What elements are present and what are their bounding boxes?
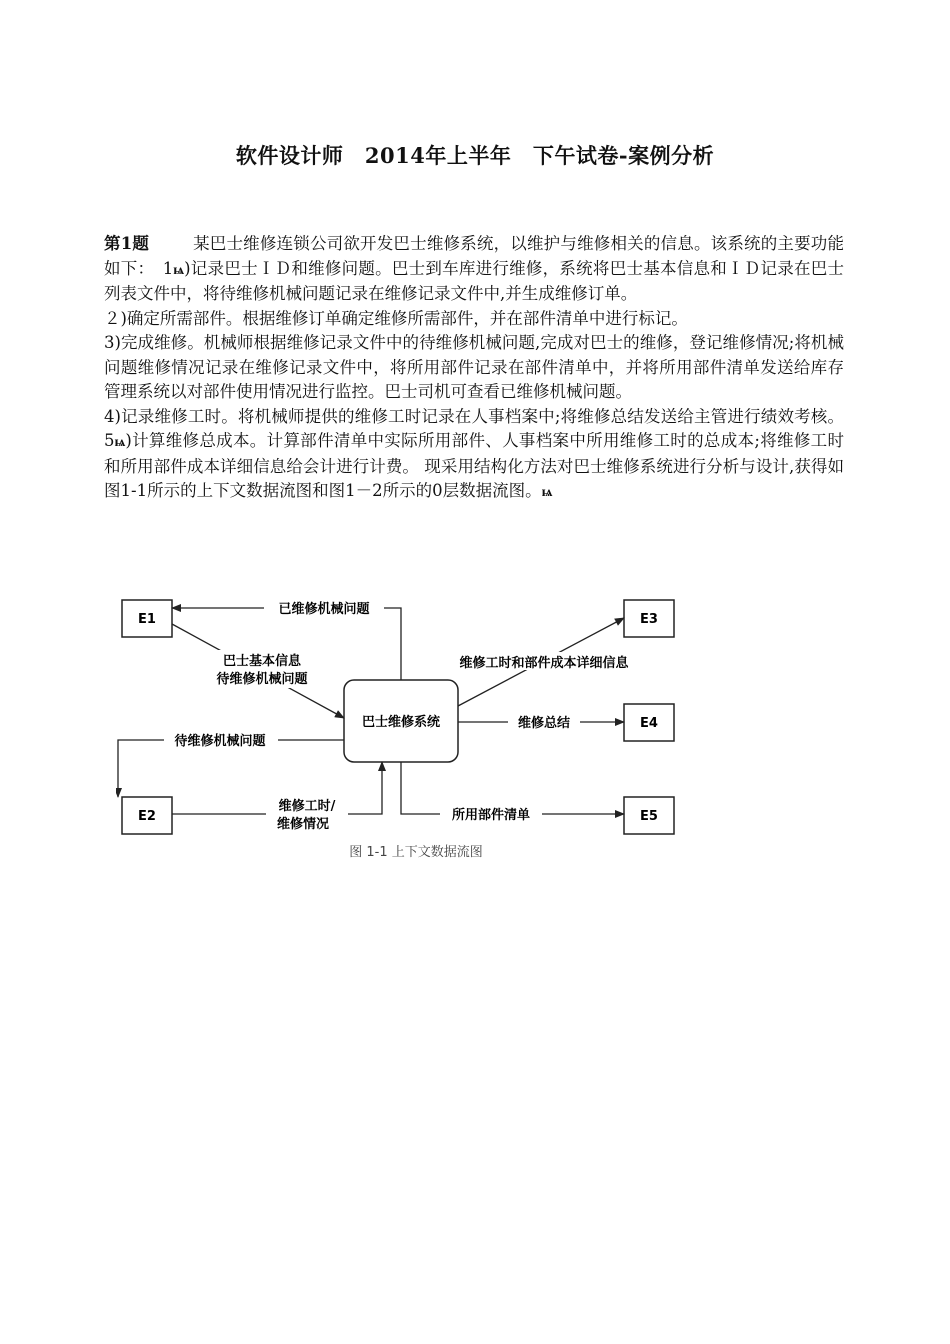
entity-e4-label: E4 <box>640 716 658 731</box>
flow-from-e1-label-2: 待维修机械问题 <box>216 672 308 687</box>
flow-from-e1-label-1: 巴士基本信息 <box>222 654 302 669</box>
entity-e5 <box>624 797 674 834</box>
paragraph-2: ２)确定所需部件。根据维修订单确定维修所需部件，并在部件清单中进行标记。 <box>104 308 688 328</box>
flow-to-e2-label: 待维修机械问题 <box>174 734 266 749</box>
figure-caption: 图 1-1 上下文数据流图 <box>349 845 483 860</box>
question-body <box>104 232 844 505</box>
flow-to-e4 <box>458 712 624 731</box>
flow-to-e2 <box>118 730 344 797</box>
paragraph-1 <box>104 232 844 307</box>
context-dfd-diagram <box>116 590 686 870</box>
entity-e2-label: E2 <box>138 809 156 824</box>
flow-from-e1 <box>172 624 344 718</box>
paragraph-1-text-b: )记录巴士ＩＤ和维修问题。巴士到车库进行维修，系统将巴士基本信息和ＩＤ记录在巴士列表文件中，将待维修机械问题记录在维修记录文件中,并生成维修订单。 <box>104 258 845 303</box>
question-label: 第1题 <box>104 234 150 253</box>
paragraph-4-text-b: )计算维修总成本。计算部件清单中实际所用部件、人事档案中所用维修工时的总成本;将维修工时和所用部件成本详细信息给会计进行计费。 现采用结构化方法对巴士维修系统进行分析与设计,获得如图1-1所示的上下文数据流图和图1－2所示的0层数据流图。 <box>104 431 844 500</box>
flow-to-e4-label: 维修总结 <box>517 716 571 731</box>
entity-e5-label: E5 <box>640 809 658 824</box>
return-mark: ѩ <box>114 434 126 450</box>
return-mark: ѩ <box>541 484 553 500</box>
flow-from-e2-label-1: 维修工时/ <box>278 799 336 814</box>
flow-to-e3 <box>440 618 650 706</box>
entity-e3 <box>624 600 674 637</box>
flow-from-e2-label-2: 维修情况 <box>276 817 330 832</box>
paragraph-4-text-a: 4)记录维修工时。将机械师提供的维修工时记录在人事档案中;将维修总结发送给主管进行绩效考核。 5 <box>104 406 844 450</box>
paragraph-3: 3)完成维修。机械师根据维修记录文件中的待维修机械问题,完成对巴士的维修，登记维修情况;将机械问题维修情况记录在维修记录文件中，将所用部件记录在部件清单中，并将所用部件清单发送给库存管理系统以对部件使用情况进行监控。巴士司机可查看已维修机械问题。 <box>104 333 844 401</box>
flow-to-e5-label: 所用部件清单 <box>451 808 531 823</box>
entity-e1 <box>122 600 172 637</box>
process-label: 巴士维修系统 <box>361 715 441 730</box>
entity-e4 <box>624 704 674 741</box>
flow-to-e1-label: 已维修机械问题 <box>278 602 370 617</box>
paragraph-1-text-a: 某巴士维修连锁公司欲开发巴士维修系统，以维护与维修相关的信息。该系统的主要功能如下： 1 <box>104 234 845 278</box>
flow-to-e3-label: 维修工时和部件成本详细信息 <box>459 656 629 671</box>
context-dfd-figure <box>116 590 686 870</box>
flow-to-e5 <box>401 762 624 823</box>
process-bus-maintenance <box>344 680 458 762</box>
entity-e1-label: E1 <box>138 612 156 627</box>
flow-from-e2 <box>172 762 382 834</box>
page-title: 软件设计师 2014年上半年 下午试卷-案例分析 <box>235 143 715 168</box>
return-mark: ѩ <box>173 261 185 278</box>
entity-e2 <box>122 797 172 834</box>
paragraph-4 <box>104 405 844 505</box>
entity-e3-label: E3 <box>640 612 658 627</box>
